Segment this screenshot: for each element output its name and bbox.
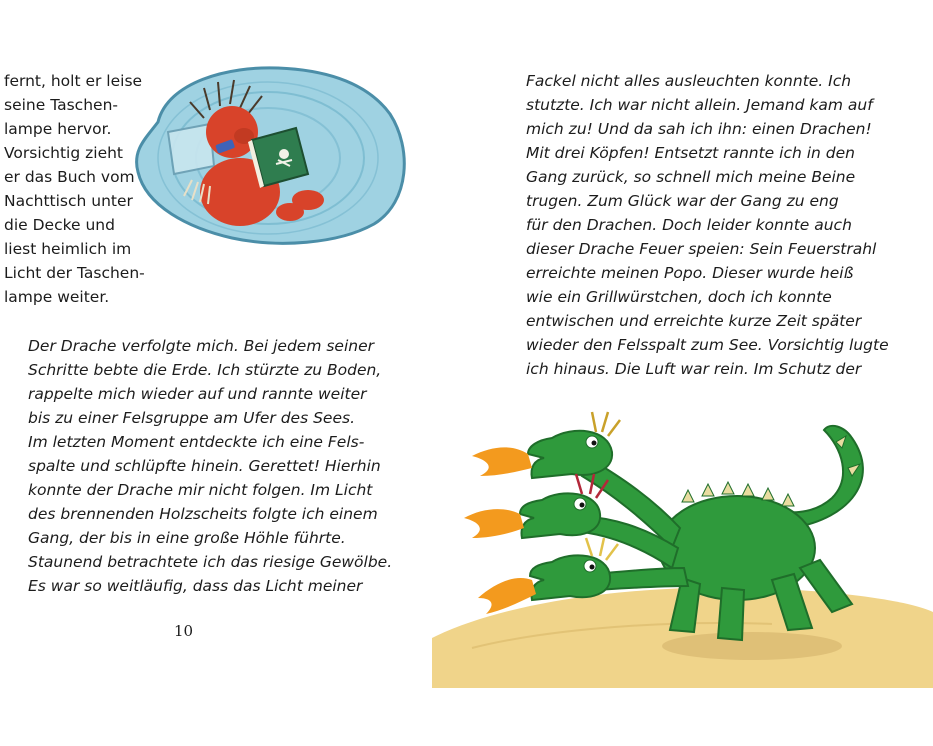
left-page [0, 0, 466, 746]
text-line: mich zu! Und da sah ich ihn: einen Drachen! [526, 120, 872, 138]
upright-paragraph [4, 69, 154, 309]
text-line: lampe weiter. [4, 288, 110, 306]
text-line: Vorsichtig zieht [4, 144, 124, 162]
page-number: 10 [174, 622, 194, 640]
text-line: für den Drachen. Doch leider konnte auch [526, 216, 852, 234]
text-line: Nachttisch unter [4, 192, 133, 210]
text-line: des brennenden Holzscheits folgte ich einem [28, 505, 378, 523]
text-line: spalte und schlüpfte hinein. Gerettet! Hierhin [28, 457, 381, 475]
italic-story-paragraph-continued [526, 69, 926, 381]
text-line: Gang, der bis in eine große Höhle führte. [28, 529, 346, 547]
text-line: lampe hervor. [4, 120, 112, 138]
text-line: erreichte meinen Popo. Dieser wurde heiß [526, 264, 854, 282]
text-line: rappelte mich wieder auf und rannte weiter [28, 385, 367, 403]
text-line: er das Buch vom [4, 168, 135, 186]
text-line: wieder den Felsspalt zum See. Vorsichtig lugte [526, 336, 889, 354]
text-line: seine Taschen- [4, 96, 118, 114]
text-line: Gang zurück, so schnell mich meine Beine [526, 168, 856, 186]
text-line: ich hinaus. Die Luft war rein. Im Schutz der [526, 360, 862, 378]
reading-character-illustration [128, 62, 412, 246]
text-line: wie ein Grillwürstchen, doch ich konnte [526, 288, 832, 306]
text-line: Der Drache verfolgte mich. Bei jedem seiner [28, 337, 374, 355]
text-line: Im letzten Moment entdeckte ich eine Fels- [28, 433, 365, 451]
text-line: Mit drei Köpfen! Entsetzt rannte ich in den [526, 144, 855, 162]
text-line: Schritte bebte die Erde. Ich stürzte zu Boden, [28, 361, 382, 379]
three-headed-dragon-illustration [432, 398, 933, 688]
text-line: die Decke und [4, 216, 115, 234]
italic-story-paragraph [28, 334, 448, 598]
text-line: dieser Drache Feuer speien: Sein Feuerstrahl [526, 240, 877, 258]
text-line: Fackel nicht alles ausleuchten konnte. Ich [526, 72, 852, 90]
text-line: stutzte. Ich war nicht allein. Jemand kam auf [526, 96, 873, 114]
text-line: trugen. Zum Glück war der Gang zu eng [526, 192, 839, 210]
text-line: Licht der Taschen- [4, 264, 145, 282]
text-line: Staunend betrachtete ich das riesige Gewölbe. [28, 553, 393, 571]
text-line: liest heimlich im [4, 240, 132, 258]
text-line: Es war so weitläufig, dass das Licht meiner [28, 577, 363, 595]
text-line: bis zu einer Felsgruppe am Ufer des Sees. [28, 409, 355, 427]
text-line: konnte der Drache mir nicht folgen. Im Licht [28, 481, 373, 499]
text-line: fernt, holt er leise [4, 72, 143, 90]
text-line: entwischen und erreichte kurze Zeit später [526, 312, 862, 330]
right-page [466, 0, 933, 746]
dragon-head-bottom [530, 538, 618, 600]
dragon-head-top [528, 412, 620, 478]
